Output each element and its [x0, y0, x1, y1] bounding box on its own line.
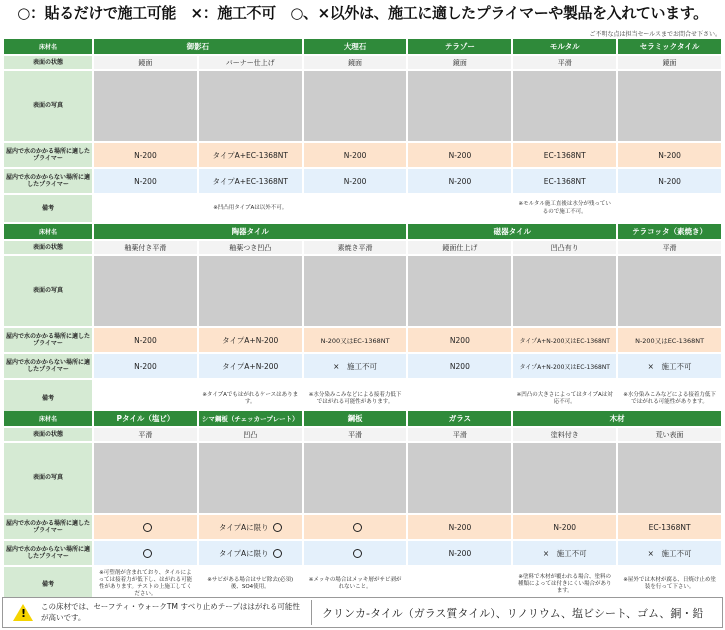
photo-header: 表面の写真 — [4, 71, 92, 141]
photo-steel — [304, 443, 407, 513]
photo-tile-unglazed — [304, 256, 407, 326]
finish-cell: 鏡面 — [408, 56, 511, 69]
material-header: 床材名 — [4, 224, 92, 239]
primer-wet-cell — [304, 515, 407, 539]
finish-cell: 塗料付き — [513, 428, 616, 441]
primer-wet-cell: タイプA+EC-1368NT — [199, 143, 302, 167]
photo-header: 表面の写真 — [4, 256, 92, 326]
finish-cell: 鏡面 — [94, 56, 197, 69]
primer-wet-header: 屋内で水のかかる場所に適したプライマー — [4, 143, 92, 167]
note-cell: ※凹凸の大きさによってはタイプAは対応不可。 — [513, 380, 616, 418]
photo-header: 表面の写真 — [4, 443, 92, 513]
note-cell — [94, 195, 197, 222]
primer-dry-cell: N-200 — [618, 169, 721, 193]
warning-divider — [311, 600, 312, 625]
finish-cell: 素焼き平滑 — [304, 241, 407, 254]
photo-ceramic — [618, 71, 721, 141]
primer-dry-cell: N-200 — [408, 541, 511, 565]
note-header: 備考 — [4, 380, 92, 418]
primer-wet-cell — [94, 515, 197, 539]
primer-wet-cell: EC-1368NT — [618, 515, 721, 539]
note-cell: ※塗料で木材が覆われる場合、塗料の種類によっては付きにくい場合があります。 — [513, 567, 616, 602]
finish-cell: 釉薬付き平滑 — [94, 241, 197, 254]
category-wood: 木材 — [513, 411, 721, 426]
primer-dry-cell: × 施工不可 — [513, 541, 616, 565]
warning-box — [2, 597, 723, 628]
primer-dry-cell — [94, 541, 197, 565]
finish-header: 表面の状態 — [4, 241, 92, 254]
primer-dry-cell: N-200 — [94, 354, 197, 378]
photo-checker-plate — [199, 443, 302, 513]
photo-granite-mirror — [94, 71, 197, 141]
category-marble: 大理石 — [304, 39, 407, 54]
primer-dry-cell — [304, 541, 407, 565]
circle-mark-icon — [273, 523, 282, 532]
circle-mark-icon — [353, 523, 362, 532]
finish-header: 表面の状態 — [4, 56, 92, 69]
primer-wet-cell: N-200又はEC-1368NT — [618, 328, 721, 352]
photo-porcelain-mirror — [408, 256, 511, 326]
primer-wet-cell: N-200 — [513, 515, 616, 539]
category-terrazzo: テラゾー — [408, 39, 511, 54]
primer-wet-cell: N-200 — [304, 143, 407, 167]
finish-cell: 鏡面 — [618, 56, 721, 69]
primer-wet-cell: N-200 — [94, 328, 197, 352]
primer-wet-header: 屋内で水のかかる場所に適したプライマー — [4, 515, 92, 539]
note-header: 備考 — [4, 567, 92, 602]
warning-text: この床材では、セーフティ・ウォークTM すべり止めテープははがれる可能性が高いです。 — [41, 602, 300, 622]
photo-terracotta — [618, 256, 721, 326]
photo-porcelain-bumpy — [513, 256, 616, 326]
photo-wood-coated — [513, 443, 616, 513]
section-2-table — [2, 222, 723, 420]
finish-cell: 平滑 — [304, 428, 407, 441]
finish-header: 表面の状態 — [4, 428, 92, 441]
note-cell: ※メッキの場合はメッキ層がサビ剥がれないこと。 — [304, 567, 407, 602]
finish-cell: 平滑 — [94, 428, 197, 441]
primer-wet-cell: N-200 — [618, 143, 721, 167]
primer-dry-cell: タイプA+EC-1368NT — [199, 169, 302, 193]
primer-dry-cell: EC-1368NT — [513, 169, 616, 193]
category-ceramic-tile: セラミックタイル — [618, 39, 721, 54]
note-cell — [618, 195, 721, 222]
primer-wet-cell: N-200 — [94, 143, 197, 167]
note-cell: ※可塑剤が含まれており、タイルによっては接着力が低下し、はがれる可能性があります。テストの上施工してください。 — [94, 567, 197, 602]
primer-wet-cell: N-200 — [408, 515, 511, 539]
category-porcelain-tile: 磁器タイル — [408, 224, 616, 239]
finish-cell: 鏡面仕上げ — [408, 241, 511, 254]
note-cell: ※水分染みこみなどによる接着力低下ではがれる可能性があります。 — [618, 380, 721, 418]
primer-wet-cell: N200 — [408, 328, 511, 352]
primer-dry-cell: N-200 — [94, 169, 197, 193]
note-cell — [408, 195, 511, 222]
photo-tile-dark — [199, 256, 302, 326]
category-ceramic-glazed-tile: 陶器タイル — [94, 224, 406, 239]
primer-dry-cell: タイプA+N-200又はEC-1368NT — [513, 354, 616, 378]
category-terracotta: テラコッタ（素焼き） — [618, 224, 721, 239]
note-cell: ※凹凸用タイプAは以外不可。 — [199, 195, 302, 222]
legend-note: ご不明な点は担当セールスまでお問合せ下さい。 — [589, 31, 721, 38]
primer-dry-cell: N-200 — [304, 169, 407, 193]
primer-wet-cell: N-200又はEC-1368NT — [304, 328, 407, 352]
photo-marble — [304, 71, 407, 141]
note-cell: ※屋外では木材が腐る、日焼け止め塗装を行って下さい。 — [618, 567, 721, 602]
circle-mark-icon — [143, 523, 152, 532]
primer-dry-cell: × 施工不可 — [618, 541, 721, 565]
section-1-table — [2, 37, 723, 224]
primer-wet-cell: タイプA+N-200 — [199, 328, 302, 352]
section-3-table — [2, 409, 723, 604]
primer-dry-cell: N-200 — [408, 169, 511, 193]
primer-wet-cell: N-200 — [408, 143, 511, 167]
primer-dry-cell: × 施工不可 — [618, 354, 721, 378]
note-cell: ※水分染みこみなどによる接着力低下ではがれる可能性があります。 — [304, 380, 407, 418]
finish-cell: 凹凸 — [199, 428, 302, 441]
primer-wet-header: 屋内で水のかかる場所に適したプライマー — [4, 328, 92, 352]
material-header: 床材名 — [4, 411, 92, 426]
material-header: 床材名 — [4, 39, 92, 54]
photo-granite-burner — [199, 71, 302, 141]
primer-dry-header: 屋内で水のかからない場所に適したプライマー — [4, 354, 92, 378]
note-cell: ※モルタル施工直後は水分が残っているので施工不可。 — [513, 195, 616, 222]
note-cell: ※タイプAでもはがれるケースはあります。 — [199, 380, 302, 418]
unsupported-materials: クリンカ-タイル（ガラス質タイル）、リノリウム、塩ビシート、ゴム、銅・鉛 — [322, 606, 704, 620]
photo-p-tile — [94, 443, 197, 513]
finish-cell: 荒い表面 — [618, 428, 721, 441]
finish-cell: 平滑 — [408, 428, 511, 441]
primer-dry-cell: タイプA+N-200 — [199, 354, 302, 378]
legend-title: ○：貼るだけで施工可能 ×：施工不可 ○、×以外は、施工に適したプライマーや製品を入れています。 — [17, 4, 708, 22]
finish-cell: 鏡面 — [304, 56, 407, 69]
primer-dry-header: 屋内で水のかからない場所に適したプライマー — [4, 169, 92, 193]
category-p-tile: Pタイル（塩ビ） — [94, 411, 197, 426]
circle-mark-icon — [353, 549, 362, 558]
category-steel-plate: 鋼板 — [304, 411, 407, 426]
finish-cell: 平滑 — [513, 56, 616, 69]
photo-wood-rough — [618, 443, 721, 513]
finish-cell: 平滑 — [618, 241, 721, 254]
note-header: 備考 — [4, 195, 92, 222]
primer-dry-cell: × 施工不可 — [304, 354, 407, 378]
circle-mark-icon — [273, 549, 282, 558]
photo-mortar — [513, 71, 616, 141]
photo-glass — [408, 443, 511, 513]
circle-mark-icon — [143, 549, 152, 558]
photo-tile-glazed — [94, 256, 197, 326]
note-cell: ※サビがある場合はサビ除去(必須)後、SO4使用。 — [199, 567, 302, 602]
category-mortar: モルタル — [513, 39, 616, 54]
category-checker-plate: シマ鋼板（チェッカープレート） — [199, 411, 302, 426]
primer-dry-header: 屋内で水のかからない場所に適したプライマー — [4, 541, 92, 565]
photo-terrazzo — [408, 71, 511, 141]
note-cell — [304, 195, 407, 222]
warning-icon — [13, 604, 33, 621]
finish-cell: バーナー仕上げ — [199, 56, 302, 69]
category-glass: ガラス — [408, 411, 511, 426]
finish-cell: 釉薬つき凹凸 — [199, 241, 302, 254]
primer-wet-cell: タイプAに限り — [199, 515, 302, 539]
primer-wet-cell: タイプA+N-200又はEC-1368NT — [513, 328, 616, 352]
finish-cell: 凹凸有り — [513, 241, 616, 254]
primer-wet-cell: EC-1368NT — [513, 143, 616, 167]
primer-dry-cell: タイプAに限り — [199, 541, 302, 565]
primer-dry-cell: N200 — [408, 354, 511, 378]
category-granite: 御影石 — [94, 39, 302, 54]
